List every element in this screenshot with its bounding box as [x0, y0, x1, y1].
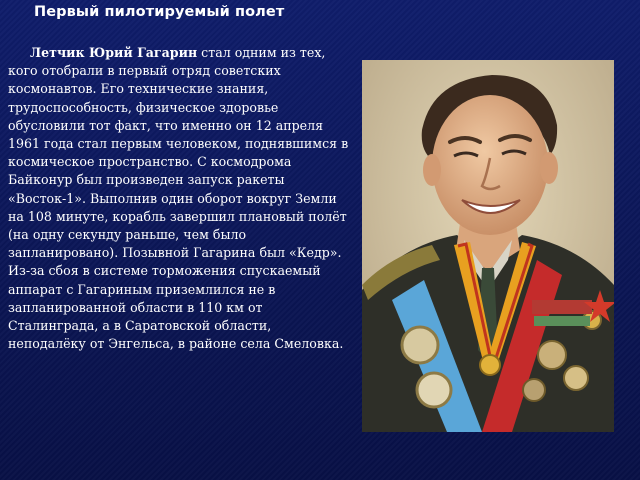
slide-title: Первый пилотируемый полет — [34, 4, 285, 20]
paragraph-lead: Летчик Юрий Гагарин — [30, 45, 198, 60]
portrait-photo — [362, 60, 614, 432]
paragraph-body: стал одним из тех, кого отобрали в первый отряд советских космонавтов. Его технические знания, трудоспособность, физическое здоровье обусловили тот факт, что именно он 12 апреля 1961 года стал первым человеком, поднявшимся в космическое пространство. С космодрома Байконур был произведен запуск ракеты «Восток-1». Выполнив один оборот вокруг Земли на 108 минуте, корабль завершил плановый полёт (на одну секунду раньше, чем было запланировано). Позывной Гагарина был «Кедр». Из-за сбоя в системе торможения спускаемый аппарат с Гагариным приземлился не в запланированной области в 110 км от Сталинграда, а в Саратовской области, неподалёку от Энгельса, в районе села Смеловка. — [8, 45, 349, 352]
body-paragraph — [8, 44, 353, 353]
portrait-illustration — [362, 60, 614, 432]
